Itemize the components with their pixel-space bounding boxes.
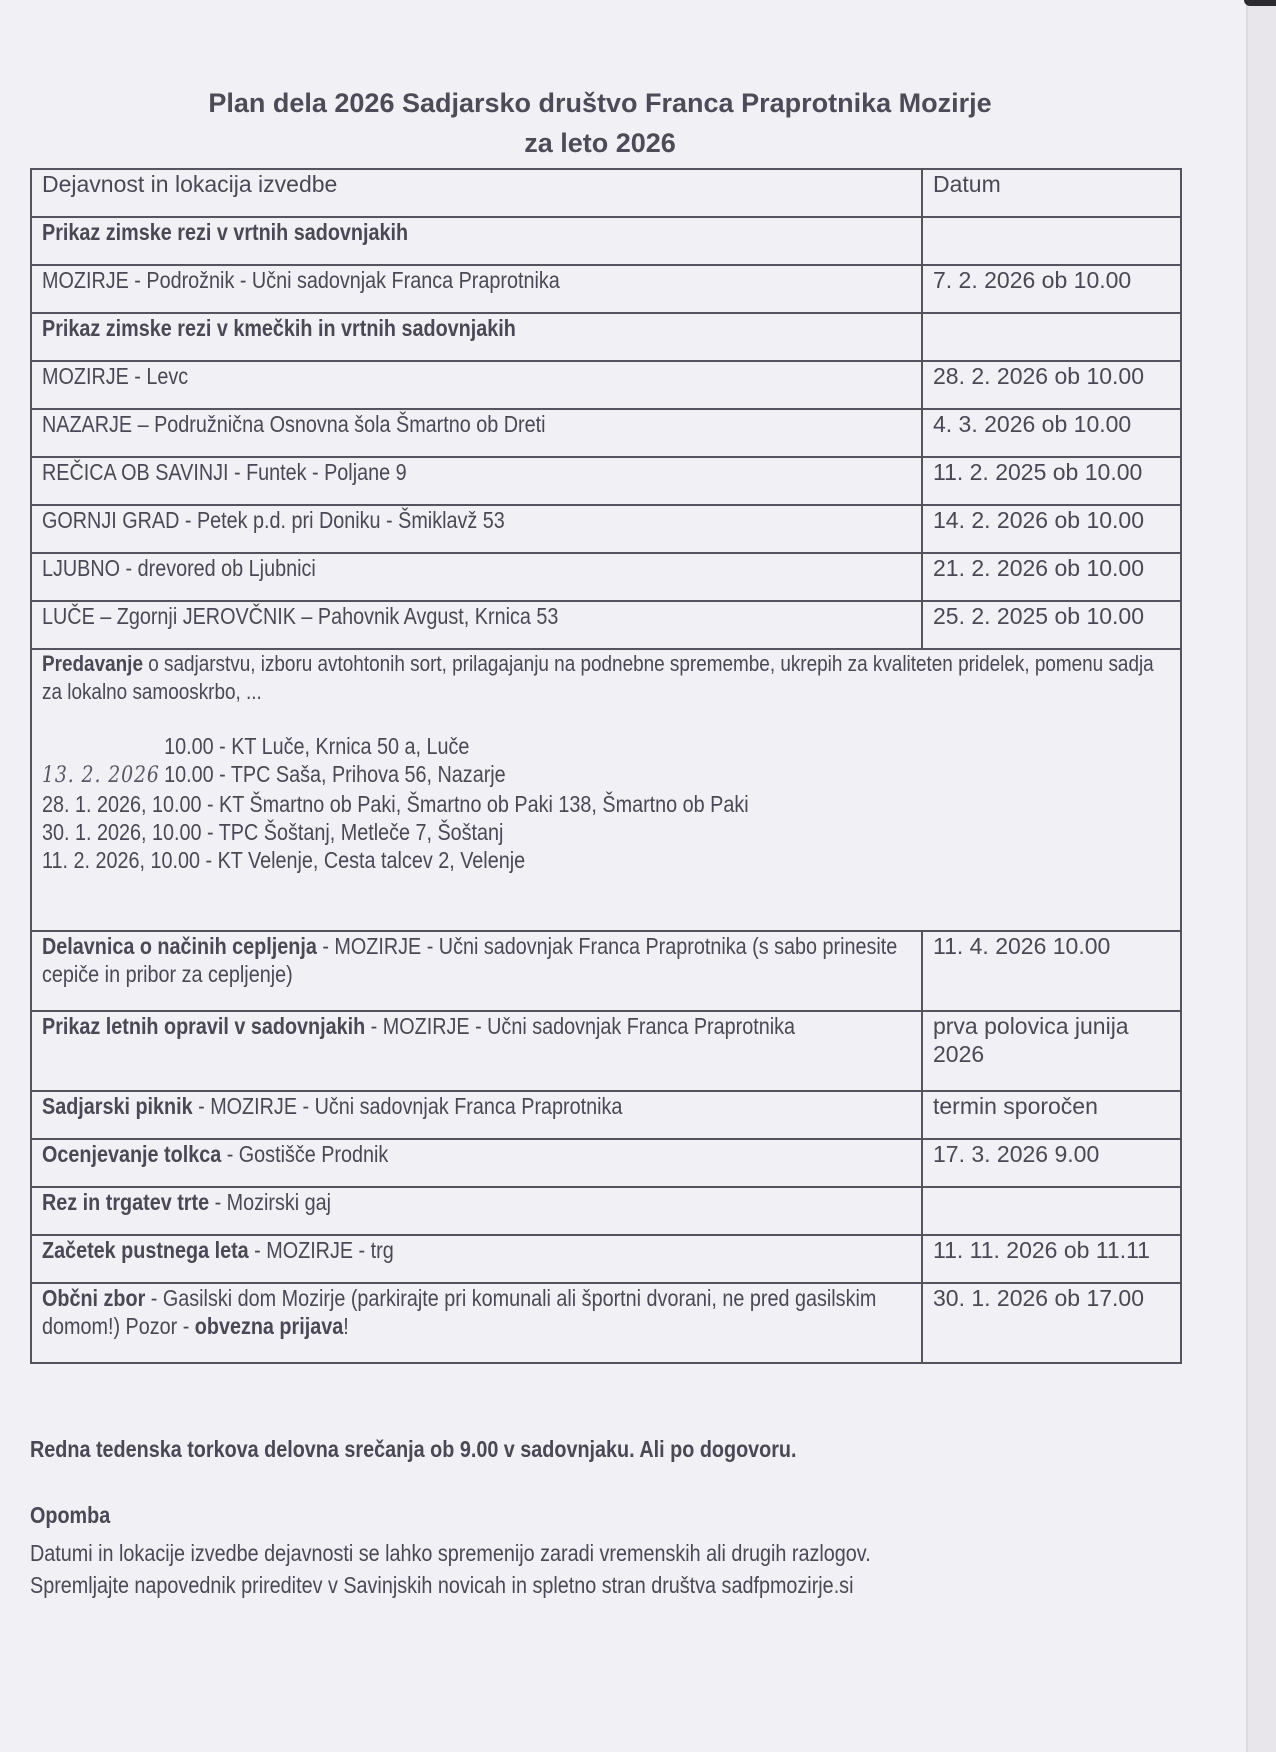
table-row [31, 265, 1181, 313]
section-title: Prikaz zimske rezi v kmečkih in vrtnih sadovnjakih [42, 315, 516, 341]
event-title: Ocenjevanje tolkca [42, 1141, 222, 1167]
activity-cell [31, 217, 922, 265]
location-text: LUČE – Zgornji JEROVČNIK – Pahovnik Avgust, Krnica 53 [42, 603, 559, 629]
assembly-title: Občni zbor [42, 1285, 146, 1311]
date-cell [922, 1235, 1181, 1283]
lecture-line [42, 818, 1167, 846]
date-cell [922, 457, 1181, 505]
event-date: 11. 11. 2026 ob 11.11 [932, 1237, 1150, 1263]
note-line-2-text: Spremljajte napovednik prireditev v Savinjskih novicah in spletno stran društva sadfpmozirje.si [30, 1572, 854, 1598]
activity-cell [31, 313, 922, 361]
activity-cell [31, 1091, 922, 1139]
event-row [31, 1187, 1181, 1235]
date-text: 14. 2. 2026 ob 10.00 [932, 507, 1145, 533]
lecture-line-text: 30. 1. 2026, 10.00 - TPC Šoštanj, Metleče 7, Šoštanj [42, 819, 504, 845]
activity-text [42, 362, 188, 390]
event-text [42, 1012, 909, 1040]
date-cell [922, 217, 1181, 265]
note-heading [30, 1502, 123, 1529]
location-text: NAZARJE – Podružnična Osnovna šola Šmartno ob Dreti [42, 411, 546, 437]
date-text: 4. 3. 2026 ob 10.00 [932, 411, 1132, 437]
lecture-schedule [42, 732, 1167, 874]
event-location: - Mozirski gaj [209, 1189, 332, 1215]
event-row [31, 1011, 1181, 1091]
date-text: 25. 2. 2025 ob 10.00 [932, 603, 1145, 629]
assembly-date: 30. 1. 2026 ob 17.00 [932, 1285, 1145, 1311]
date-cell [922, 1011, 1181, 1091]
date-text: 11. 2. 2025 ob 10.00 [932, 459, 1143, 485]
note-heading-text: Opomba [30, 1502, 111, 1528]
plan-table [30, 168, 1182, 1364]
date-cell [922, 409, 1181, 457]
date-cell [922, 505, 1181, 553]
location-text: GORNJI GRAD - Petek p.d. pri Doniku - Šmiklavž 53 [42, 507, 505, 533]
event-date: prva polovica junija 2026 [932, 1013, 1129, 1067]
lecture-row [31, 649, 1181, 931]
activity-text [42, 218, 408, 246]
date-cell [922, 931, 1181, 1011]
date-text: 28. 2. 2026 ob 10.00 [932, 363, 1145, 389]
activity-cell [31, 1011, 922, 1091]
event-text [42, 1188, 909, 1216]
activity-cell [31, 409, 922, 457]
scan-edge [1248, 0, 1276, 1752]
table-row [31, 361, 1181, 409]
activity-cell [31, 361, 922, 409]
activity-text [42, 554, 316, 582]
weekly-meetings-note [30, 1436, 921, 1463]
event-location: - MOZIRJE - Učni sadovnjak Franca Praprotnika (s sabo prinesite cepiče in pribor za cepljenje) [42, 933, 898, 987]
table-row [31, 457, 1181, 505]
lecture-line-text: 10.00 - TPC Saša, Prihova 56, Nazarje [164, 761, 506, 787]
activity-text [42, 410, 546, 438]
location-text: MOZIRJE - Levc [42, 363, 189, 389]
event-title: Sadjarski piknik [42, 1093, 193, 1119]
event-location: - MOZIRJE - Učni sadovnjak Franca Praprotnika [192, 1093, 623, 1119]
assembly-tail: ! [343, 1313, 349, 1339]
section-header-row [31, 313, 1181, 361]
date-cell [922, 1091, 1181, 1139]
location-text: REČICA OB SAVINJI - Funtek - Poljane 9 [42, 459, 407, 485]
note-line-1 [30, 1540, 1008, 1567]
event-row [31, 1235, 1181, 1283]
date-cell [922, 553, 1181, 601]
table-row [31, 409, 1181, 457]
table-header-row [31, 169, 1181, 217]
assembly-registration: obvezna prijava [194, 1313, 344, 1339]
activity-cell [31, 1187, 922, 1235]
event-text [42, 1092, 909, 1120]
event-location: - Gostišče Prodnik [221, 1141, 389, 1167]
event-title: Delavnica o načinih cepljenja [42, 933, 317, 959]
lecture-line [42, 732, 1167, 760]
assembly-row [31, 1283, 1181, 1363]
date-cell [922, 1139, 1181, 1187]
lecture-title: Predavanje [42, 651, 143, 676]
event-location: - MOZIRJE - trg [248, 1237, 394, 1263]
document-title: Plan dela 2026 Sadjarsko društvo Franca Praprotnika Mozirje [208, 88, 992, 118]
event-text [42, 1236, 909, 1264]
table-row [31, 601, 1181, 649]
activity-cell [31, 1235, 922, 1283]
activity-cell [31, 505, 922, 553]
activity-text [42, 458, 407, 486]
lecture-line [42, 790, 1167, 818]
lecture-line-text: 10.00 - KT Luče, Krnica 50 a, Luče [164, 733, 470, 759]
section-title: Prikaz zimske rezi v vrtnih sadovnjakih [42, 219, 409, 245]
header-activity: Dejavnost in lokacija izvedbe [42, 171, 338, 197]
activity-cell [31, 1139, 922, 1187]
lecture-line [42, 760, 1167, 790]
weekly-meetings-text: Redna tedenska torkova delovna srečanja ob 9.00 v sadovnjaku. Ali po dogovoru. [30, 1436, 797, 1462]
lecture-intro [42, 650, 1167, 706]
event-title: Prikaz letnih opravil v sadovnjakih [42, 1013, 366, 1039]
date-cell [922, 601, 1181, 649]
table-row [31, 553, 1181, 601]
header-date: Datum [932, 171, 1001, 197]
date-cell [922, 313, 1181, 361]
activity-text [42, 314, 516, 342]
event-date: 17. 3. 2026 9.00 [932, 1141, 1100, 1167]
event-date: termin sporočen [932, 1093, 1098, 1119]
document-subtitle: za leto 2026 [524, 128, 676, 158]
date-text: 7. 2. 2026 ob 10.00 [932, 267, 1132, 293]
event-title: Začetek pustnega leta [42, 1237, 249, 1263]
table-row [31, 505, 1181, 553]
event-text [42, 932, 909, 988]
event-row [31, 1139, 1181, 1187]
note-line-2 [30, 1572, 988, 1599]
activity-cell [31, 553, 922, 601]
lecture-line-text: 28. 1. 2026, 10.00 - KT Šmartno ob Paki, Šmartno ob Paki 138, Šmartno ob Paki [42, 791, 749, 817]
activity-cell [31, 931, 922, 1011]
lecture-line [42, 846, 1167, 874]
scan-corner [1244, 0, 1276, 6]
event-location: - MOZIRJE - Učni sadovnjak Franca Praprotnika [365, 1013, 795, 1039]
activity-cell [31, 265, 922, 313]
activity-text [42, 266, 560, 294]
note-line-1-text: Datumi in lokacije izvedbe dejavnosti se lahko spremenijo zaradi vremenskih ali drugih razlogov. [30, 1540, 871, 1566]
activity-cell [31, 601, 922, 649]
date-text: 21. 2. 2026 ob 10.00 [932, 555, 1145, 581]
lecture-description: o sadjarstvu, izboru avtohtonih sort, prilagajanju na podnebne spremembe, ukrepih za kvaliteten pridelek, pomenu sadja za lokalno samooskrbo, ... [42, 651, 1154, 704]
activity-cell [31, 457, 922, 505]
date-cell [922, 1187, 1181, 1235]
event-text [42, 1140, 909, 1168]
handwritten-date: 13. 2. 2026 [42, 763, 160, 788]
event-row [31, 1091, 1181, 1139]
assembly-description: - Gasilski dom Mozirje (parkirajte pri komunali ali športni dvorani, ne pred gasilskim domom!) Pozor - [42, 1285, 877, 1339]
event-title: Rez in trgatev trte [42, 1189, 210, 1215]
date-cell [922, 361, 1181, 409]
event-date: 11. 4. 2026 10.00 [932, 933, 1111, 959]
date-cell [922, 265, 1181, 313]
lecture-line-text: 11. 2. 2026, 10.00 - KT Velenje, Cesta talcev 2, Velenje [42, 847, 526, 873]
event-row [31, 931, 1181, 1011]
activity-text [42, 506, 505, 534]
section-header-row [31, 217, 1181, 265]
location-text: MOZIRJE - Podrožnik - Učni sadovnjak Franca Praprotnika [42, 267, 560, 293]
activity-text [42, 602, 558, 630]
location-text: LJUBNO - drevored ob Ljubnici [42, 555, 316, 581]
